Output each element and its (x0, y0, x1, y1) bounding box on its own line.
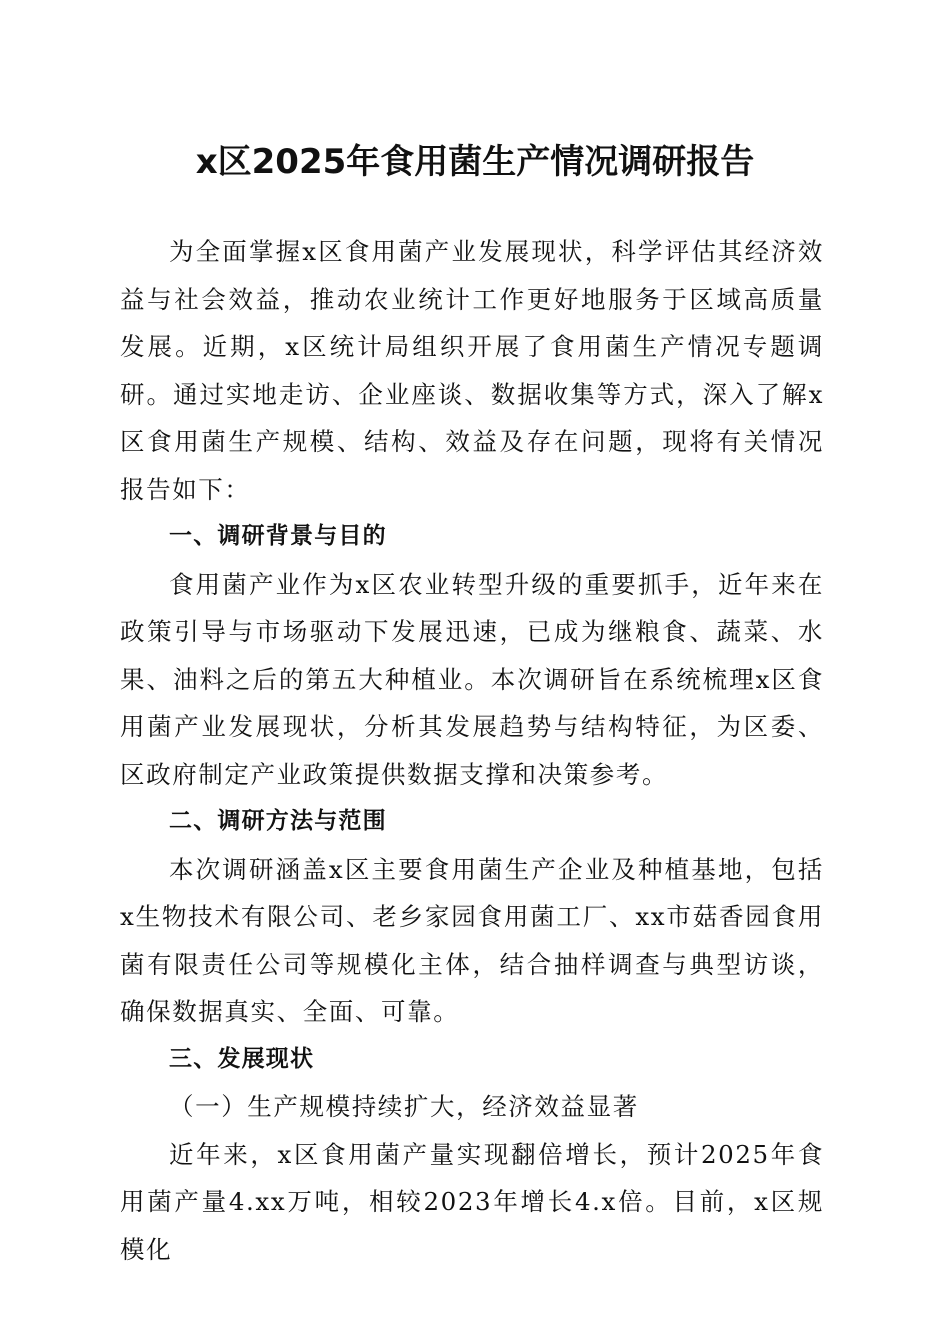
document-body (120, 228, 824, 1273)
section-heading-methods: 二、调研方法与范围 (169, 808, 387, 834)
intro-paragraph: 为全面掌握x区食用菌产业发展现状，科学评估其经济效益与社会效益，推动农业统计工作更好地服务于区域高质量发展。近期，x区统计局组织开展了食用菌生产情况专题调研。通过实地走访、企业座谈、数据收集等方式，深入了解x区食用菌生产规模、结构、效益及存在问题，现将有关情况报告如下： (120, 237, 824, 504)
subsection-heading-scale: （一）生产规模持续扩大，经济效益显著 (169, 1092, 639, 1121)
section-heading-status: 三、发展现状 (169, 1045, 315, 1072)
document-title: x区2025年食用菌生产情况调研报告 (195, 142, 755, 182)
section-paragraph-status: 近年来，x区食用菌产量实现翻倍增长，预计2025年食用菌产量4.xx万吨，相较2023年增长4.x倍。目前，x区规模化 (120, 1139, 824, 1264)
section-paragraph-methods: 本次调研涵盖x区主要食用菌生产企业及种植基地，包括x生物技术有限公司、老乡家园食用菌工厂、xx市菇香园食用菌有限责任公司等规模化主体，结合抽样调查与典型访谈，确保数据真实、全面、可靠。 (120, 854, 824, 1026)
section-heading-background: 一、调研背景与目的 (169, 523, 387, 549)
section-paragraph-background: 食用菌产业作为x区农业转型升级的重要抓手，近年来在政策引导与市场驱动下发展迅速，已成为继粮食、蔬菜、水果、油料之后的第五大种植业。本次调研旨在系统梳理x区食用菌产业发展现状，分析其发展趋势与结构特征，为区委、区政府制定产业政策提供数据支撑和决策参考。 (120, 569, 824, 789)
